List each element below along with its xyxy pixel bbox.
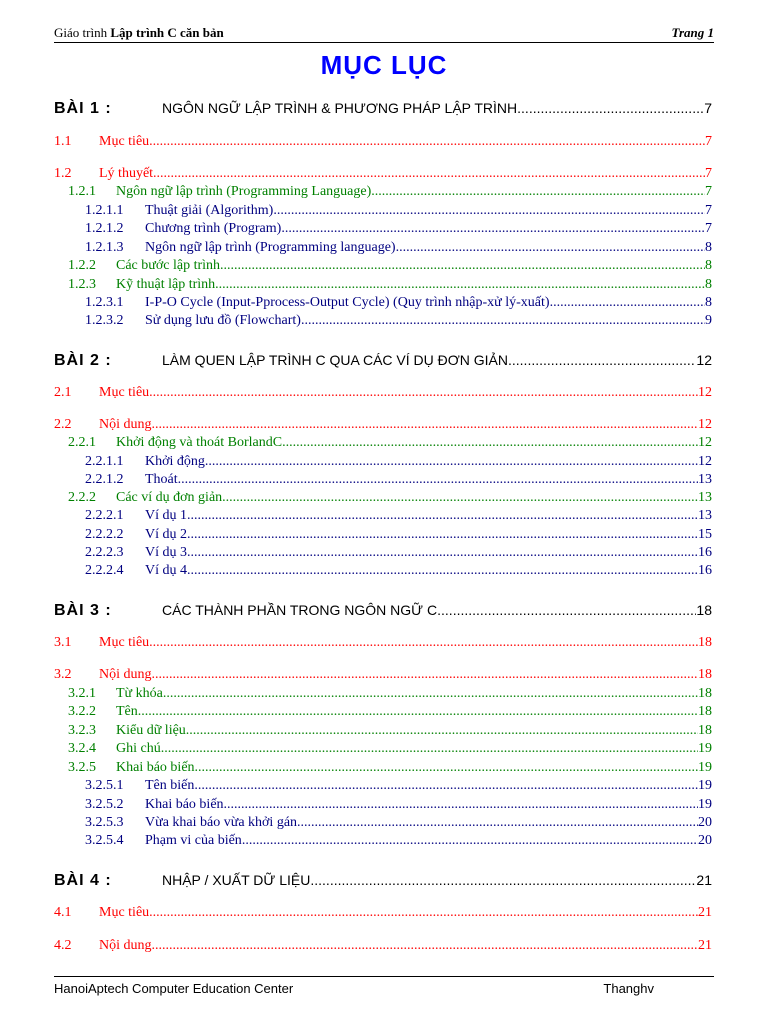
toc-entry-page: 19 <box>698 760 712 775</box>
toc-entry-title: Vừa khai báo vừa khởi gán <box>145 815 298 830</box>
toc-entry-number: 2.2.1.1 <box>85 454 124 469</box>
toc-title: MỤC LỤC <box>320 50 448 80</box>
toc-entry-number: 4.1 <box>54 905 72 920</box>
toc-entry-page: 21 <box>696 872 712 888</box>
toc-entry-number: BÀI 2 : <box>54 352 112 369</box>
toc-entry-title: Kỹ thuật lập trình <box>116 277 216 292</box>
toc-entry-leader <box>149 905 698 921</box>
toc-entry-title: Ví dụ 3 <box>145 545 187 560</box>
toc-entry-page: 18 <box>698 635 712 650</box>
toc-entry-page: 16 <box>698 545 712 560</box>
toc-entry-page: 7 <box>705 134 712 149</box>
toc-entry-h2[interactable] <box>54 686 712 702</box>
toc-entry-number: 3.2 <box>54 667 72 682</box>
toc-entry-page: 20 <box>698 833 712 848</box>
toc-entry-number: 2.2.2.1 <box>85 508 124 523</box>
toc-entry-h1[interactable] <box>54 938 712 954</box>
toc-entry-h3[interactable] <box>54 833 712 849</box>
toc-entry-page: 21 <box>698 938 712 953</box>
toc-entry-page: 19 <box>698 797 712 812</box>
toc-entry-leader <box>152 667 699 683</box>
toc-entry-title: Tên <box>116 704 138 719</box>
toc-entry-leader <box>149 635 698 651</box>
toc-entry-page: 8 <box>705 258 712 273</box>
toc-entry-leader <box>281 221 705 237</box>
toc-entry-lesson[interactable] <box>54 100 712 118</box>
toc-entry-leader <box>149 134 705 150</box>
toc-entry-h3[interactable] <box>54 313 712 329</box>
page-footer <box>54 976 714 999</box>
toc-entry-title: Kiểu dữ liệu <box>116 723 186 738</box>
toc-entry-leader <box>152 417 699 433</box>
toc-entry-number: 3.1 <box>54 635 72 650</box>
toc-entry-h3[interactable] <box>54 563 712 579</box>
toc-entry-leader <box>517 100 704 116</box>
toc-entry-number: 2.1 <box>54 385 72 400</box>
toc-entry-number: 3.2.5.4 <box>85 833 124 848</box>
footer-author: Thanghv <box>603 981 654 996</box>
toc-entry-leader <box>161 741 698 757</box>
toc-entry-number: 2.2.2.3 <box>85 545 124 560</box>
toc-entry-page: 18 <box>698 686 712 701</box>
toc-entry-number: 2.2.2 <box>68 490 96 505</box>
toc-entry-title: Ngôn ngữ lập trình (Programming language) <box>145 240 396 255</box>
toc-entry-number: 3.2.4 <box>68 741 96 756</box>
toc-entry-h2[interactable] <box>54 277 712 293</box>
toc-entry-number: 1.1 <box>54 134 72 149</box>
toc-entry-title: LÀM QUEN LẬP TRÌNH C QUA CÁC VÍ DỤ ĐƠN GIẢN <box>162 352 508 368</box>
toc-entry-leader <box>371 184 705 200</box>
toc-entry-leader <box>220 258 705 274</box>
toc-entry-title: Phạm vi của biến <box>145 833 242 848</box>
toc-entry-leader <box>224 797 698 813</box>
toc-entry-page: 8 <box>705 295 712 310</box>
toc-entry-title: Nội dung <box>99 938 152 953</box>
toc-entry-h3[interactable] <box>54 527 712 543</box>
toc-entry-leader <box>282 435 698 451</box>
toc-entry-h3[interactable] <box>54 454 712 470</box>
toc-entry-title: Ví dụ 2 <box>145 527 187 542</box>
toc-entry-page: 7 <box>705 221 712 236</box>
header-course-title <box>54 24 224 42</box>
toc-entry-title: Khai báo biến <box>145 797 224 812</box>
toc-entry-number: 1.2.1 <box>68 184 96 199</box>
toc-entry-number: 3.2.3 <box>68 723 96 738</box>
toc-entry-leader <box>550 295 705 311</box>
toc-entry-title: NHẬP / XUẤT DỮ LIỆU <box>162 872 311 888</box>
toc-entry-h3[interactable] <box>54 203 712 219</box>
toc-entry-h3[interactable] <box>54 815 712 831</box>
toc-entry-leader <box>194 778 698 794</box>
toc-entry-h1[interactable] <box>54 166 712 182</box>
toc-entry-lesson[interactable] <box>54 602 712 620</box>
toc-entry-page: 18 <box>696 602 712 618</box>
toc-entry-title: Mục tiêu <box>99 134 150 149</box>
header-prefix: Giáo trình <box>54 25 111 40</box>
toc-entry-leader <box>186 723 698 739</box>
toc-entry-leader <box>152 938 699 954</box>
footer-organization: HanoiAptech Computer Education Center <box>54 981 294 996</box>
toc-entry-leader <box>437 602 696 618</box>
toc-entry-title: Thoát <box>145 472 178 487</box>
toc-entry-title: Ghi chú <box>116 741 161 756</box>
toc-entry-title: Ví dụ 1 <box>145 508 187 523</box>
toc-entry-h2[interactable] <box>54 490 712 506</box>
toc-entry-number: 3.2.5 <box>68 760 96 775</box>
toc-entry-number: 2.2.1.2 <box>85 472 124 487</box>
toc-entry-page: 19 <box>698 741 712 756</box>
toc-entry-lesson[interactable] <box>54 352 712 370</box>
toc-entry-leader <box>187 508 698 524</box>
toc-entry-h1[interactable] <box>54 385 712 401</box>
toc-entry-title: Nội dung <box>99 417 152 432</box>
toc-entry-h1[interactable] <box>54 635 712 651</box>
toc-entry-leader <box>242 833 698 849</box>
toc-entry-title: Thuật giải (Algorithm) <box>145 203 274 218</box>
toc-entry-page: 18 <box>698 704 712 719</box>
toc-entry-page: 7 <box>704 100 712 116</box>
toc-entry-number: 3.2.2 <box>68 704 96 719</box>
toc-entry-page: 7 <box>705 203 712 218</box>
toc-entry-h3[interactable] <box>54 545 712 561</box>
toc-entry-page: 9 <box>705 313 712 328</box>
toc-entry-leader <box>273 203 705 219</box>
toc-entry-page: 13 <box>698 490 712 505</box>
toc-entry-leader <box>297 815 698 831</box>
toc-entry-title: Khai báo biến <box>116 760 195 775</box>
toc-entry-leader <box>310 872 696 888</box>
toc-entry-title: Sử dụng lưu đồ (Flowchart) <box>145 313 301 328</box>
toc-entry-page: 18 <box>698 723 712 738</box>
page-header <box>54 24 714 43</box>
toc-entry-title: Mục tiêu <box>99 635 150 650</box>
toc-entry-title: Các bước lập trình <box>116 258 221 273</box>
toc-entry-leader <box>187 545 698 561</box>
toc-entry-leader <box>153 166 705 182</box>
toc-entry-number: 1.2.1.1 <box>85 203 124 218</box>
toc-entry-number: 1.2.1.3 <box>85 240 124 255</box>
toc-entry-h2[interactable] <box>54 723 712 739</box>
toc-entry-leader <box>149 385 698 401</box>
toc-entry-page: 7 <box>705 184 712 199</box>
toc-entry-title: Ví dụ 4 <box>145 563 187 578</box>
toc-entry-page: 8 <box>705 240 712 255</box>
toc-entry-title: Tên biến <box>145 778 195 793</box>
toc-entry-h3[interactable] <box>54 778 712 794</box>
toc-entry-page: 16 <box>698 563 712 578</box>
toc-entry-title: Khởi động <box>145 454 205 469</box>
toc-entry-title: CÁC THÀNH PHẦN TRONG NGÔN NGỮ C <box>162 602 438 618</box>
toc-entry-leader <box>187 563 698 579</box>
toc-entry-page: 19 <box>698 778 712 793</box>
toc-entry-page: 7 <box>705 166 712 181</box>
toc-entry-number: 1.2.1.2 <box>85 221 124 236</box>
toc-entry-h2[interactable] <box>54 258 712 274</box>
toc-entry-h3[interactable] <box>54 221 712 237</box>
toc-entry-title: Từ khóa <box>116 686 163 701</box>
toc-entry-h3[interactable] <box>54 797 712 813</box>
toc-entry-number: 3.2.5.2 <box>85 797 124 812</box>
toc-entry-page: 18 <box>698 667 712 682</box>
toc-entry-number: 3.2.5.3 <box>85 815 124 830</box>
toc-entry-number: 2.2.1 <box>68 435 96 450</box>
toc-entry-title: Khởi động và thoát BorlandC <box>116 435 283 450</box>
toc-entry-h1[interactable] <box>54 134 712 150</box>
toc-entry-title: I-P-O Cycle (Input-Pprocess-Output Cycle) (Quy trình nhập-xử lý-xuất) <box>145 295 550 310</box>
toc-entry-title: NGÔN NGỮ LẬP TRÌNH & PHƯƠNG PHÁP LẬP TRÌNH <box>162 100 518 116</box>
toc-entry-leader <box>178 472 698 488</box>
toc-entry-number: 1.2.3 <box>68 277 96 292</box>
toc-entry-number: 1.2.3.2 <box>85 313 124 328</box>
toc-entry-page: 21 <box>698 905 712 920</box>
toc-entry-number: 2.2.2.2 <box>85 527 124 542</box>
toc-entry-number: 4.2 <box>54 938 72 953</box>
toc-entry-h3[interactable] <box>54 472 712 488</box>
toc-entry-h1[interactable] <box>54 905 712 921</box>
toc-entry-number: 1.2.2 <box>68 258 96 273</box>
toc-entry-h2[interactable] <box>54 741 712 757</box>
toc-entry-h2[interactable] <box>54 704 712 720</box>
toc-entry-leader <box>301 313 705 329</box>
toc-entry-number: 2.2.2.4 <box>85 563 124 578</box>
toc-entry-page: 12 <box>698 385 712 400</box>
toc-entry-title: Mục tiêu <box>99 905 150 920</box>
toc-entry-leader <box>138 704 698 720</box>
toc-entry-leader <box>205 454 698 470</box>
toc-entry-title: Ngôn ngữ lập trình (Programming Language) <box>116 184 372 199</box>
toc-entry-page: 12 <box>696 352 712 368</box>
toc-entry-leader <box>508 352 696 368</box>
toc-entry-title: Các ví dụ đơn giản <box>116 490 223 505</box>
toc-entry-leader <box>163 686 698 702</box>
toc-entry-page: 13 <box>698 472 712 487</box>
toc-entry-leader <box>187 527 698 543</box>
toc-entry-title: Nội dung <box>99 667 152 682</box>
toc-entry-leader <box>222 490 698 506</box>
toc-entry-h1[interactable] <box>54 417 712 433</box>
toc-entry-h2[interactable] <box>54 184 712 200</box>
toc-entry-leader <box>215 277 705 293</box>
toc-entry-page: 15 <box>698 527 712 542</box>
toc-entry-number: 1.2 <box>54 166 72 181</box>
header-course-name: Lập trình C căn bản <box>110 25 224 40</box>
toc-entry-page: 8 <box>705 277 712 292</box>
toc-entry-number: 2.2 <box>54 417 72 432</box>
toc-entry-page: 12 <box>698 435 712 450</box>
toc-entry-number: 1.2.3.1 <box>85 295 124 310</box>
toc-entry-page: 12 <box>698 454 712 469</box>
toc-entry-page: 20 <box>698 815 712 830</box>
toc-entry-lesson[interactable] <box>54 872 712 890</box>
header-page-number: Trang 1 <box>671 25 714 40</box>
toc-entry-h2[interactable] <box>54 435 712 451</box>
toc-entry-number: BÀI 1 : <box>54 100 112 117</box>
toc-entry-h3[interactable] <box>54 240 712 256</box>
toc-entry-title: Mục tiêu <box>99 385 150 400</box>
toc-entry-number: 3.2.5.1 <box>85 778 124 793</box>
toc-entry-page: 13 <box>698 508 712 523</box>
toc-entry-number: BÀI 4 : <box>54 872 112 889</box>
toc-entry-h3[interactable] <box>54 508 712 524</box>
toc-entry-leader <box>396 240 705 256</box>
toc-entry-title: Lý thuyết <box>99 166 154 181</box>
toc-entry-title: Chương trình (Program) <box>145 221 282 236</box>
toc-entry-leader <box>195 760 698 776</box>
toc-entry-h1[interactable] <box>54 667 712 683</box>
toc-entry-h3[interactable] <box>54 295 712 311</box>
toc-entry-page: 12 <box>698 417 712 432</box>
toc-entry-h2[interactable] <box>54 760 712 776</box>
toc-entry-number: BÀI 3 : <box>54 602 112 619</box>
toc-entry-number: 3.2.1 <box>68 686 96 701</box>
